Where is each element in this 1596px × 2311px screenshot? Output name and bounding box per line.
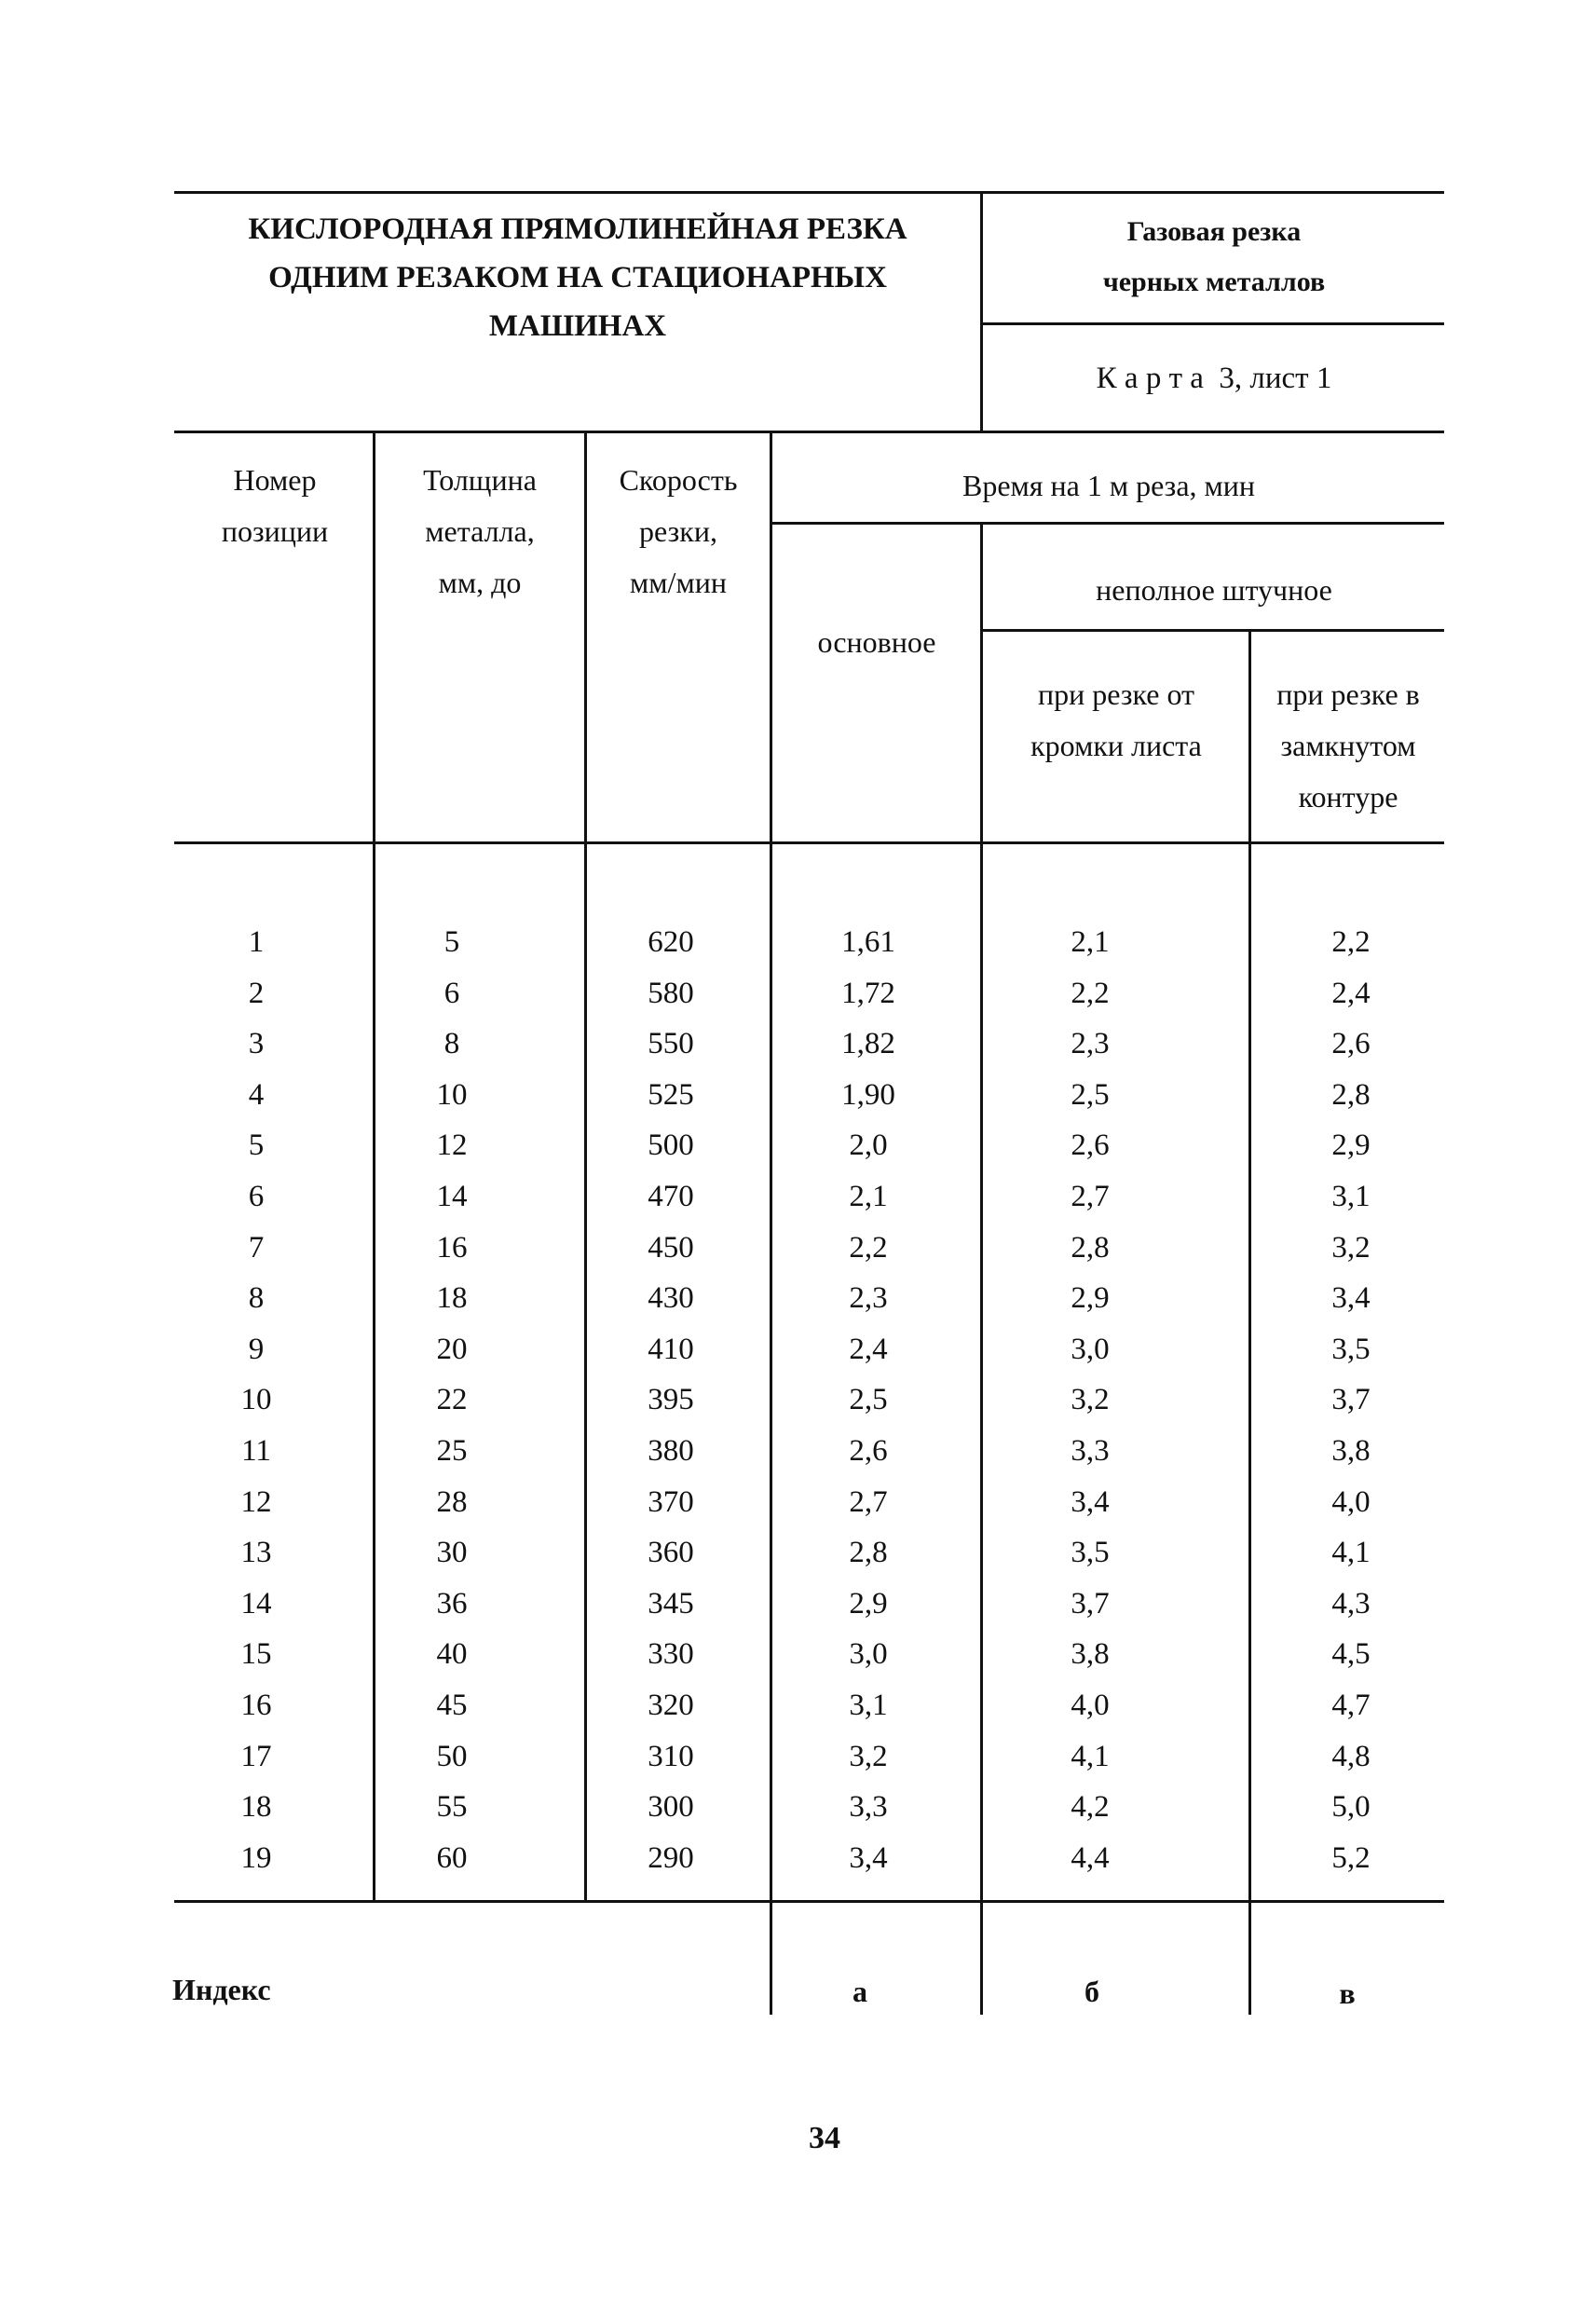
speed-cell: 380 [648, 1434, 694, 1468]
edge-time-cell: 2,2 [1071, 977, 1110, 1010]
basic-time-cell: 3,0 [849, 1637, 888, 1671]
position-cell: 14 [240, 1587, 272, 1620]
position-header-line-2: позиции [221, 514, 329, 548]
closed-time-cell: 2,4 [1331, 977, 1371, 1010]
edge-time-cell: 4,2 [1071, 1790, 1110, 1824]
position-header [177, 455, 373, 557]
position-cell: 16 [240, 1689, 272, 1722]
col-divider-4 [980, 522, 983, 2015]
index-label: Индекс [172, 1973, 271, 2006]
edge-time-cell: 4,4 [1071, 1841, 1110, 1875]
closed-time-cell: 4,7 [1331, 1689, 1371, 1722]
index-a: а [853, 1975, 867, 2008]
edge-time-cell: 3,7 [1071, 1587, 1110, 1620]
basic-time-cell: 3,1 [849, 1689, 888, 1722]
basic-time-cell: 2,1 [849, 1180, 888, 1213]
speed-cell: 500 [648, 1128, 694, 1162]
speed-cell: 525 [648, 1078, 694, 1112]
speed-cell: 580 [648, 977, 694, 1010]
closed-header-line-1: при резке в [1276, 677, 1420, 711]
basic-time-cell: 3,2 [849, 1740, 888, 1773]
closed-time-cell: 5,0 [1331, 1790, 1371, 1824]
closed-time-cell: 3,7 [1331, 1383, 1371, 1416]
closed-time-cell: 2,9 [1331, 1128, 1371, 1162]
speed-header-line-3: мм/мин [630, 566, 727, 599]
thickness-cell: 8 [443, 1027, 460, 1060]
basic-time-cell: 1,82 [841, 1027, 895, 1060]
basic-time-cell: 2,7 [849, 1485, 888, 1519]
closed-time-cell: 2,6 [1331, 1027, 1371, 1060]
position-cell: 17 [240, 1740, 272, 1773]
position-header-line-1: Номер [233, 463, 317, 497]
thickness-cell: 25 [436, 1434, 468, 1468]
closed-time-cell: 3,4 [1331, 1281, 1371, 1315]
thickness-header-line-1: Толщина [423, 463, 537, 497]
basic-time-cell: 2,0 [849, 1128, 888, 1162]
index-c: в [1339, 1976, 1356, 2010]
thickness-cell: 28 [436, 1485, 468, 1519]
closed-time-cell: 3,8 [1331, 1434, 1371, 1468]
table-top-rule [174, 431, 1444, 433]
title-line-3: МАШИНАХ [488, 309, 667, 343]
position-cell: 8 [248, 1281, 265, 1315]
edge-time-cell: 4,0 [1071, 1689, 1110, 1722]
thickness-header-line-3: мм, до [438, 566, 522, 599]
thickness-cell: 36 [436, 1587, 468, 1620]
index-b: б [1084, 1975, 1099, 2008]
thickness-cell: 50 [436, 1740, 468, 1773]
closed-time-cell: 4,5 [1331, 1637, 1371, 1671]
speed-cell: 330 [648, 1637, 694, 1671]
incomplete-header: неполное штучное [1096, 573, 1332, 607]
edge-time-cell: 3,4 [1071, 1485, 1110, 1519]
basic-time-cell: 2,4 [849, 1333, 888, 1366]
thickness-cell: 12 [436, 1128, 468, 1162]
card-label: К а р т а 3, лист 1 [1096, 362, 1332, 395]
edge-time-cell: 3,3 [1071, 1434, 1110, 1468]
edge-time-cell: 2,8 [1071, 1231, 1110, 1265]
speed-cell: 290 [648, 1841, 694, 1875]
speed-cell: 620 [648, 925, 694, 959]
closed-header-line-3: контуре [1298, 780, 1398, 814]
table-bottom-rule [174, 1900, 1444, 1903]
position-cell: 1 [248, 925, 265, 959]
closed-time-cell: 3,2 [1331, 1231, 1371, 1265]
thickness-header [376, 455, 583, 609]
thickness-cell: 18 [436, 1281, 468, 1315]
incomplete-rule [980, 629, 1444, 632]
closed-time-cell: 2,2 [1331, 925, 1371, 959]
title-line-2: ОДНИМ РЕЗАКОМ НА СТАЦИОНАРНЫХ [268, 261, 887, 294]
position-cell: 4 [248, 1078, 265, 1112]
section-rule [980, 322, 1444, 325]
page-number: 34 [809, 2121, 840, 2155]
position-cell: 19 [240, 1841, 272, 1875]
edge-time-cell: 2,1 [1071, 925, 1110, 959]
basic-time-cell: 2,5 [849, 1383, 888, 1416]
thickness-cell: 45 [436, 1689, 468, 1722]
section-title [986, 207, 1442, 308]
thickness-cell: 10 [436, 1078, 468, 1112]
speed-cell: 470 [648, 1180, 694, 1213]
speed-cell: 300 [648, 1790, 694, 1824]
thickness-cell: 40 [436, 1637, 468, 1671]
thickness-cell: 6 [443, 977, 460, 1010]
time-group-rule [771, 522, 1444, 525]
position-cell: 13 [240, 1536, 272, 1569]
basic-time-cell: 1,90 [841, 1078, 895, 1112]
basic-time-cell: 1,72 [841, 977, 895, 1010]
edge-time-cell: 2,3 [1071, 1027, 1110, 1060]
col-divider-5 [1248, 629, 1251, 2015]
position-cell: 6 [248, 1180, 265, 1213]
closed-header [1252, 669, 1444, 823]
speed-cell: 550 [648, 1027, 694, 1060]
header-divider [980, 191, 983, 433]
position-cell: 15 [240, 1637, 272, 1671]
position-cell: 2 [248, 977, 265, 1010]
closed-time-cell: 3,1 [1331, 1180, 1371, 1213]
basic-time-cell: 2,8 [849, 1536, 888, 1569]
position-cell: 10 [240, 1383, 272, 1416]
speed-cell: 395 [648, 1383, 694, 1416]
edge-time-cell: 2,6 [1071, 1128, 1110, 1162]
thickness-cell: 5 [443, 925, 460, 959]
closed-time-cell: 5,2 [1331, 1841, 1371, 1875]
position-cell: 11 [241, 1434, 271, 1468]
col-divider-3 [770, 431, 772, 2015]
position-cell: 12 [240, 1485, 272, 1519]
col-divider-1 [373, 431, 375, 1903]
basic-time-cell: 2,3 [849, 1281, 888, 1315]
edge-time-cell: 2,9 [1071, 1281, 1110, 1315]
edge-time-cell: 3,2 [1071, 1383, 1110, 1416]
position-cell: 9 [248, 1333, 265, 1366]
edge-header [984, 669, 1248, 772]
thickness-cell: 30 [436, 1536, 468, 1569]
edge-time-cell: 3,0 [1071, 1333, 1110, 1366]
time-group-header: Время на 1 м реза, мин [962, 469, 1256, 502]
header-bottom-rule [174, 841, 1444, 844]
speed-cell: 360 [648, 1536, 694, 1569]
edge-time-cell: 2,7 [1071, 1180, 1110, 1213]
closed-time-cell: 3,5 [1331, 1333, 1371, 1366]
closed-header-line-2: замкнутом [1280, 729, 1416, 762]
closed-time-cell: 4,3 [1331, 1587, 1371, 1620]
title-line-1: КИСЛОРОДНАЯ ПРЯМОЛИНЕЙНАЯ РЕЗКА [248, 212, 907, 246]
basic-time-cell: 2,2 [849, 1231, 888, 1265]
document-title [177, 205, 978, 350]
thickness-cell: 55 [436, 1790, 468, 1824]
speed-cell: 370 [648, 1485, 694, 1519]
speed-header [587, 455, 770, 609]
thickness-cell: 16 [436, 1231, 468, 1265]
position-cell: 3 [248, 1027, 265, 1060]
speed-cell: 430 [648, 1281, 694, 1315]
position-cell: 18 [240, 1790, 272, 1824]
basic-time-cell: 3,4 [849, 1841, 888, 1875]
edge-time-cell: 4,1 [1071, 1740, 1110, 1773]
col-divider-2 [584, 431, 587, 1903]
speed-cell: 345 [648, 1587, 694, 1620]
speed-cell: 310 [648, 1740, 694, 1773]
speed-header-line-2: резки, [639, 514, 717, 548]
thickness-cell: 60 [436, 1841, 468, 1875]
basic-time-cell: 2,6 [849, 1434, 888, 1468]
thickness-cell: 22 [436, 1383, 468, 1416]
basic-header: основное [817, 625, 936, 659]
position-cell: 7 [248, 1231, 265, 1265]
speed-cell: 450 [648, 1231, 694, 1265]
closed-time-cell: 4,8 [1331, 1740, 1371, 1773]
edge-header-line-2: кромки листа [1030, 729, 1202, 762]
edge-time-cell: 2,5 [1071, 1078, 1110, 1112]
basic-time-cell: 1,61 [841, 925, 895, 959]
basic-time-cell: 2,9 [849, 1587, 888, 1620]
basic-time-cell: 3,3 [849, 1790, 888, 1824]
position-cell: 5 [248, 1128, 265, 1162]
thickness-cell: 20 [436, 1333, 468, 1366]
section-line-2: черных металлов [1102, 267, 1326, 297]
edge-header-line-1: при резке от [1038, 677, 1194, 711]
speed-cell: 320 [648, 1689, 694, 1722]
edge-time-cell: 3,5 [1071, 1536, 1110, 1569]
speed-header-line-1: Скорость [619, 463, 738, 497]
top-rule [174, 191, 1444, 194]
thickness-cell: 14 [436, 1180, 468, 1213]
closed-time-cell: 4,0 [1331, 1485, 1371, 1519]
section-line-1: Газовая резка [1126, 216, 1302, 247]
thickness-header-line-2: металла, [425, 514, 535, 548]
edge-time-cell: 3,8 [1071, 1637, 1110, 1671]
closed-time-cell: 4,1 [1331, 1536, 1371, 1569]
closed-time-cell: 2,8 [1331, 1078, 1371, 1112]
speed-cell: 410 [648, 1333, 694, 1366]
